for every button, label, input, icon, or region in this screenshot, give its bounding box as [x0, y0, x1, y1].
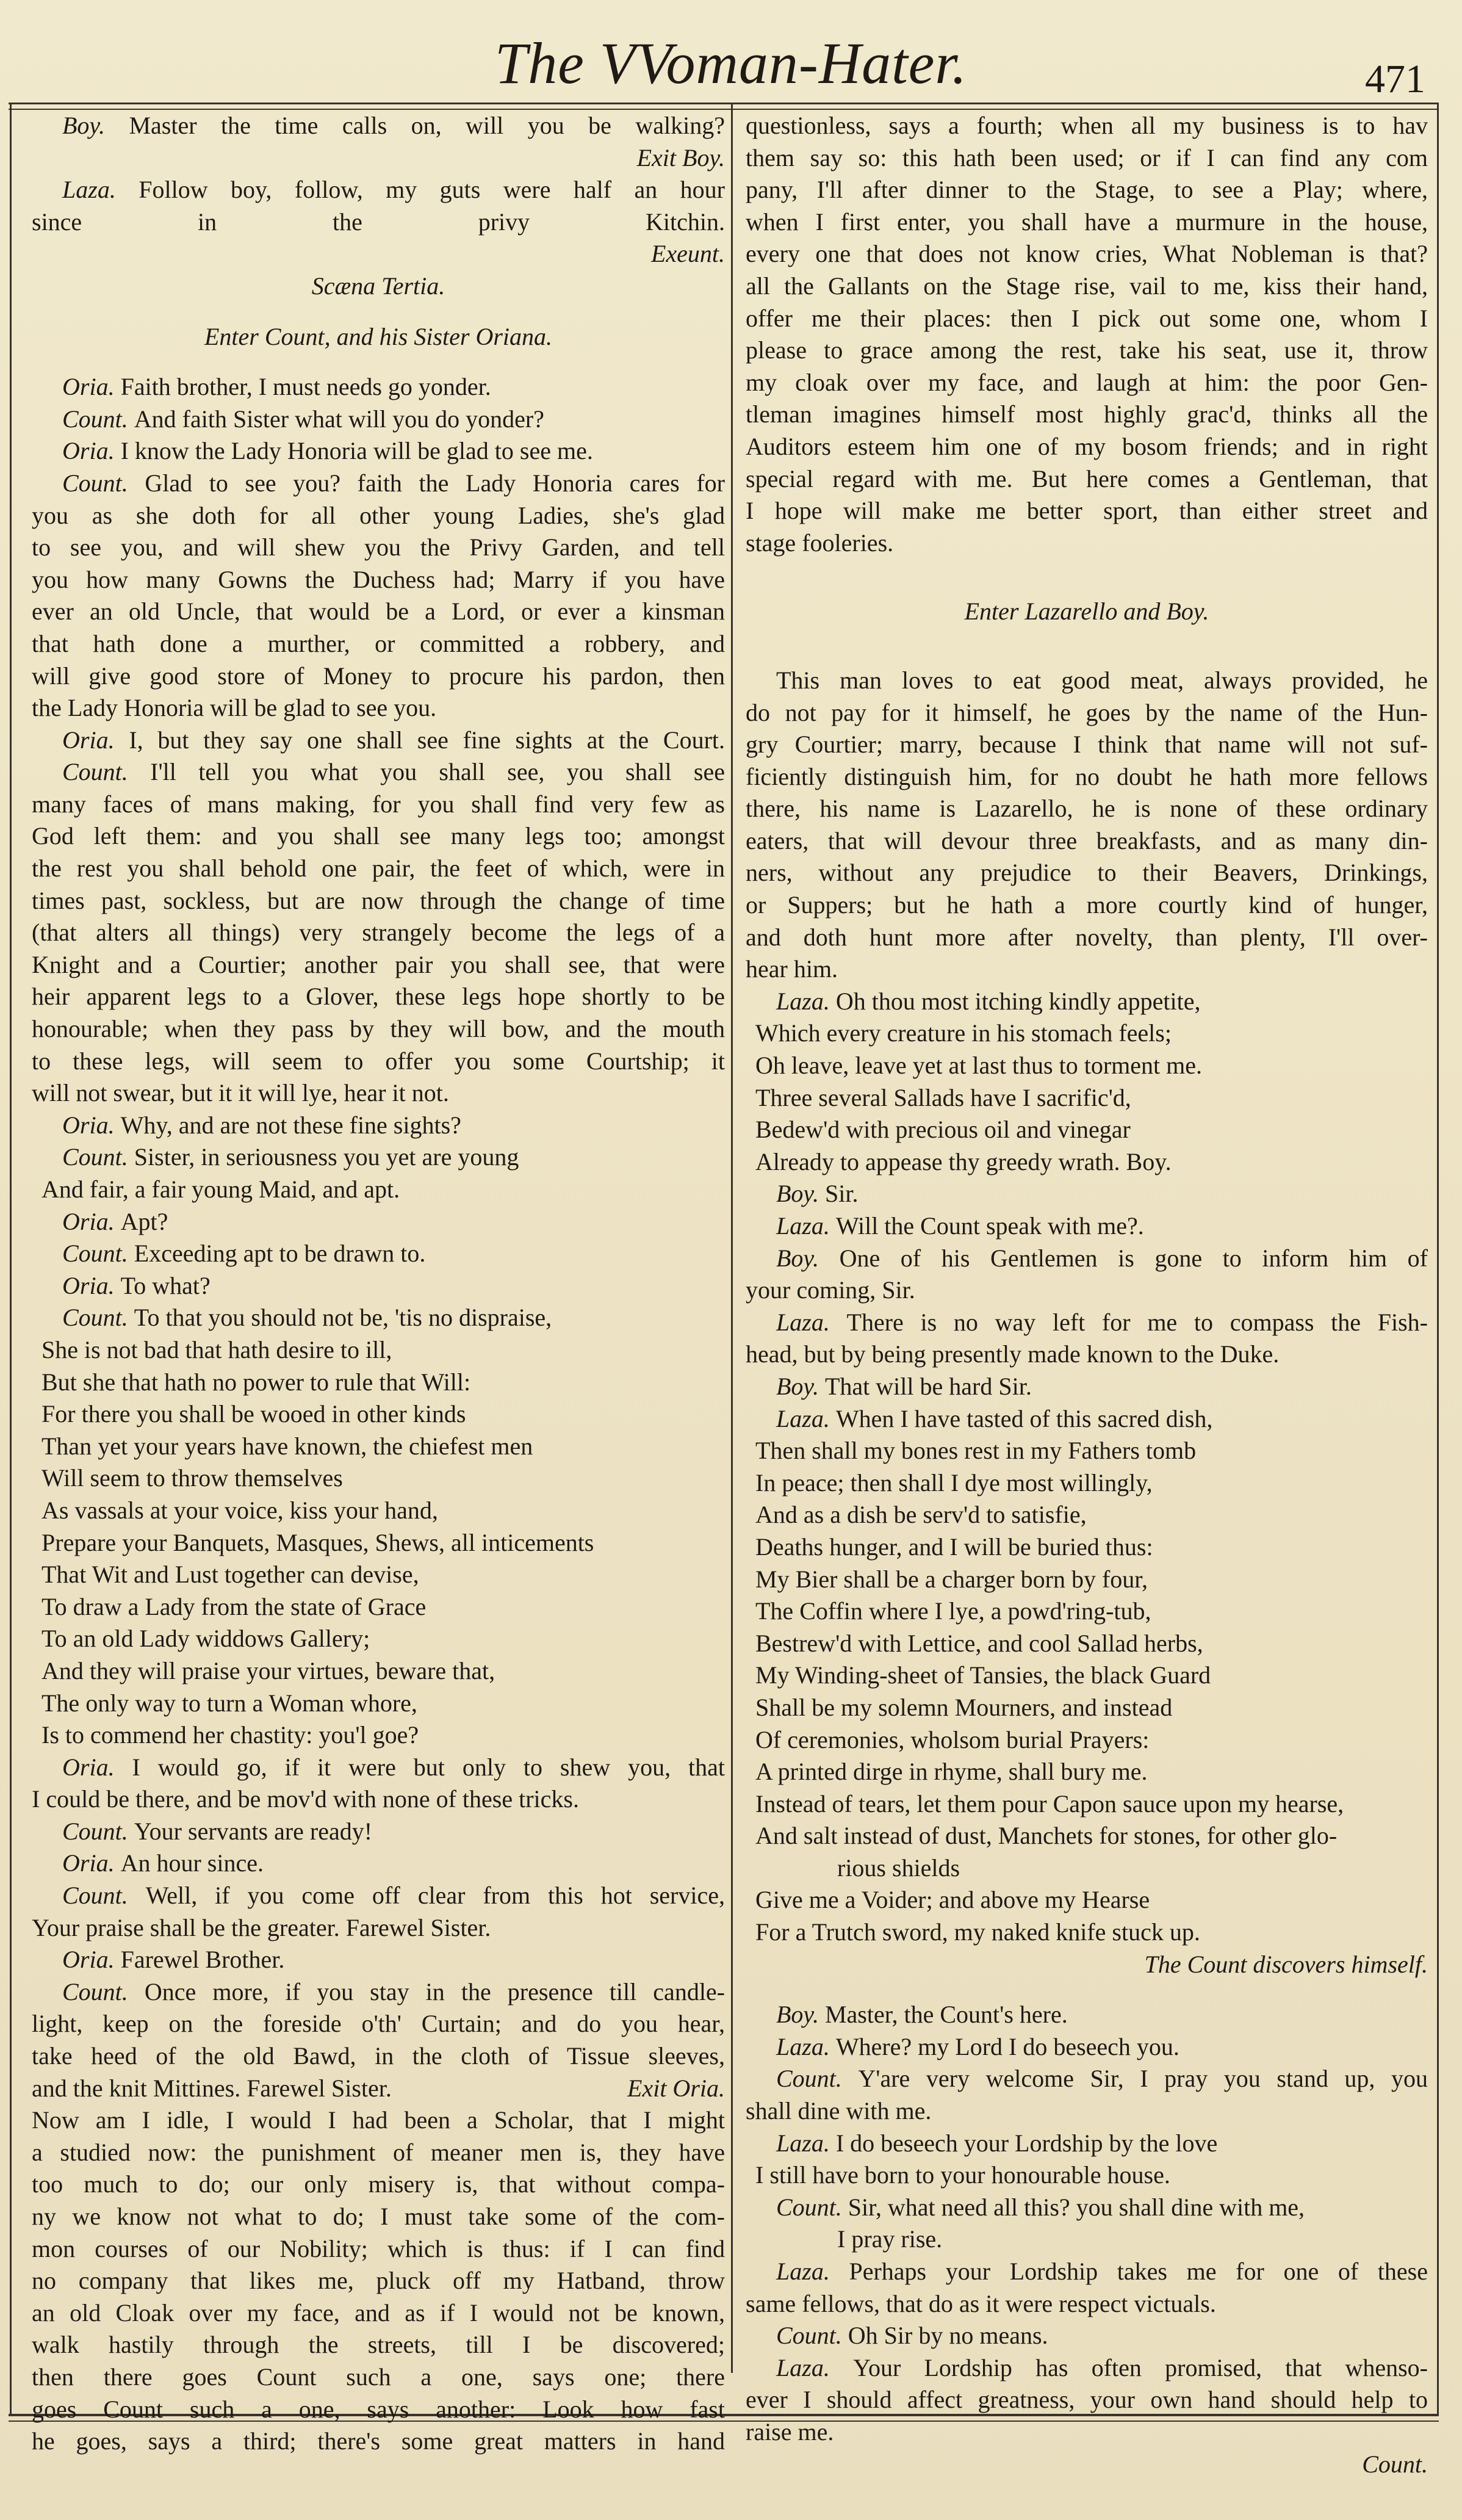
- prose-line: times past, sockless, but are now through the change of time: [32, 886, 725, 914]
- prose-line: many faces of mans making, for you shall find very few as: [32, 790, 725, 818]
- speaker-name: Count.: [776, 2065, 859, 2093]
- speech-text: To what?: [120, 1271, 211, 1299]
- speaker-name: Oria.: [62, 1946, 121, 1974]
- verse-line: My Bier shall be a charger born by four,: [755, 1565, 1148, 1593]
- verse-line: The Coffin where I lye, a powd'ring-tub,: [755, 1597, 1151, 1625]
- verse-line: Then shall my bones rest in my Fathers tomb: [755, 1437, 1197, 1465]
- speech-line: [746, 1307, 1428, 1339]
- speaker-name: Count.: [62, 1817, 134, 1845]
- speech-line: [32, 1238, 725, 1270]
- speech-text: Exceeding apt to be drawn to.: [134, 1240, 426, 1268]
- prose-line: there, his name is Lazarello, he is none of these ordinary: [746, 795, 1428, 823]
- speaker-name: Laza.: [776, 1404, 836, 1432]
- speech-text: This man loves to eat good meat, always provided, he: [776, 666, 1428, 694]
- speech-line: [746, 2031, 1428, 2063]
- prose-line: offer me their places: then I pick out some one, whom I: [746, 304, 1428, 332]
- speech-text: Oh thou most itching kindly appetite,: [835, 987, 1201, 1015]
- verse-line: The only way to turn a Woman whore,: [41, 1689, 417, 1717]
- speaker-name: Oria.: [62, 1849, 121, 1877]
- verse-line: And they will praise your virtues, beware that,: [41, 1656, 495, 1684]
- speaker-name: Laza.: [776, 987, 836, 1015]
- prose-line: gry Courtier; marry, because I think that name will not suf-: [746, 731, 1428, 759]
- speech-line: [746, 2256, 1428, 2288]
- prose-line: ficiently distinguish him, for no doubt he hath more fellows: [746, 762, 1428, 790]
- speech-line: [32, 110, 725, 142]
- speaker-name: Count.: [62, 758, 151, 786]
- right-column: [746, 110, 1428, 2480]
- speech-text: One of his Gentlemen is gone to inform him of: [839, 1244, 1428, 1272]
- speech-text: Sir, what need all this? you shall dine with me,: [848, 2193, 1305, 2221]
- speech-line: [32, 1141, 725, 1174]
- right-border: [1437, 103, 1439, 2416]
- column-divider: [731, 103, 733, 2373]
- speech-text: Sister, in seriousness you yet are young: [134, 1143, 519, 1171]
- speech-text: Sir.: [824, 1180, 859, 1208]
- speech-line: [746, 2128, 1428, 2160]
- speech-line: [32, 435, 725, 468]
- speech-line: [32, 1302, 725, 1334]
- prose-line: same fellows, that do as it were respect victuals.: [746, 2289, 1216, 2317]
- prose-line: too much to do; our only misery is, that without compa-: [32, 2170, 725, 2198]
- speech-text: There is no way left for me to compass the Fish-: [846, 1308, 1428, 1336]
- verse-line: But she that hath no power to rule that Will:: [41, 1368, 471, 1396]
- speech-text: Oh Sir by no means.: [848, 2322, 1048, 2350]
- speech-text: Master the time calls on, will you be walking?: [129, 112, 725, 139]
- speech-text: That will be hard Sir.: [824, 1372, 1032, 1400]
- left-border: [10, 103, 12, 2416]
- prose-line: eaters, that will devour three breakfasts, and as many din-: [746, 826, 1428, 854]
- speaker-name: Oria.: [62, 1111, 121, 1139]
- prose-line: the rest you shall behold one pair, the feet of which, were in: [32, 854, 725, 883]
- prose-line: every one that does not know cries, What Nobleman is that?: [746, 240, 1428, 268]
- verse-line: rious shields: [837, 1854, 960, 1882]
- prose-line: to see you, and will shew you the Privy Garden, and tell: [32, 533, 725, 561]
- verse-line: Is to commend her chastity: you'l goe?: [41, 1721, 419, 1749]
- verse-line: A printed dirge in rhyme, shall bury me.: [755, 1758, 1148, 1786]
- speech-text: Once more, if you stay in the presence till candle-: [144, 1977, 725, 2006]
- prose-line: heir apparent legs to a Glover, these legs hope shortly to be: [32, 983, 725, 1011]
- speech-text: Your Lordship has often promised, that whenso-: [853, 2353, 1428, 2381]
- speech-line: [32, 1270, 725, 1302]
- verse-line: And salt instead of dust, Manchets for stones, for other glo-: [755, 1822, 1338, 1850]
- speaker-name: Laza.: [62, 176, 139, 204]
- prose-line: and doth hunt more after novelty, than plenty, I'll over-: [746, 923, 1428, 951]
- speaker-name: Laza.: [776, 2258, 849, 2285]
- speaker-name: Count.: [62, 1304, 134, 1332]
- speaker-name: Oria.: [62, 726, 129, 754]
- speech-line: [32, 1206, 725, 1238]
- speech-line: [32, 1880, 725, 1912]
- prose-line: questionless, says a fourth; when all my business is to hav: [746, 112, 1428, 139]
- verse-line: Three several Sallads have I sacrific'd,: [755, 1083, 1131, 1111]
- stage-direction: Exit Boy.: [636, 143, 725, 171]
- speech-text: Farewel Brother.: [120, 1946, 285, 1974]
- prose-line: tleman imagines himself most highly grac'd, thinks all the: [746, 400, 1428, 428]
- speech-line: [746, 2063, 1428, 2095]
- text: and the knit Mittines. Farewel Sister.: [32, 2074, 392, 2102]
- prose-line: Knight and a Courtier; another pair you shall see, that were: [32, 950, 725, 978]
- prose-line: to these legs, will seem to offer you some Courtship; it: [32, 1047, 725, 1075]
- prose-line: ners, without any prejudice to their Beavers, Drinkings,: [746, 859, 1428, 887]
- verse-line: As vassals at your voice, kiss your hand,: [41, 1496, 438, 1524]
- speech-text: An hour since.: [120, 1849, 264, 1877]
- verse-line: Bestrew'd with Lettice, and cool Sallad herbs,: [755, 1629, 1203, 1657]
- verse-line: Instead of tears, let them pour Capon sauce upon my hearse,: [755, 1789, 1344, 1818]
- spacer: [746, 646, 1428, 665]
- verse-line: Oh leave, leave yet at last thus to torment me.: [755, 1052, 1202, 1080]
- speech-text: Glad to see you? faith the Lady Honoria cares for: [145, 469, 725, 497]
- speech-line: [32, 1752, 725, 1784]
- prose-line: all the Gallants on the Stage rise, vail to me, kiss their hand,: [746, 272, 1428, 300]
- prose-line: the Lady Honoria will be glad to see you.: [32, 694, 437, 722]
- prose-line: when I first enter, you shall have a murmure in the house,: [746, 208, 1428, 236]
- speech-line: [32, 1847, 725, 1880]
- speaker-name: Laza.: [776, 1212, 836, 1240]
- speech-text: Why, and are not these fine sights?: [120, 1111, 461, 1139]
- spacer: [32, 353, 725, 371]
- text-line-with-exit: [32, 2073, 725, 2105]
- verse-line: For a Trutch sword, my naked knife stuck up.: [755, 1918, 1200, 1946]
- speaker-name: Oria.: [62, 1271, 121, 1299]
- stage-direction: Exeunt.: [650, 240, 725, 268]
- spacer: [746, 628, 1428, 646]
- verse-line: Give me a Voider; and above my Hearse: [755, 1886, 1150, 1914]
- speech-text: Perhaps your Lordship takes me for one of these: [849, 2258, 1428, 2285]
- speech-line: [32, 371, 725, 403]
- speech-line: [32, 1816, 725, 1848]
- prose-line: God left them: and you shall see many legs too; amongst: [32, 822, 725, 850]
- verse-line: To draw a Lady from the state of Grace: [41, 1592, 427, 1620]
- speaker-name: Oria.: [62, 1753, 132, 1781]
- speech-line: [746, 1210, 1428, 1243]
- prose-line: take heed of the old Bawd, in the cloth of Tissue sleeves,: [32, 2042, 725, 2070]
- prose-line: ever I should affect greatness, your own hand should help to: [746, 2386, 1428, 2414]
- spacer: [746, 577, 1428, 596]
- speaker-name: Laza.: [776, 2353, 854, 2381]
- verse-line: I still have born to your honourable house.: [755, 2161, 1170, 2189]
- speaker-name: Oria.: [62, 373, 121, 401]
- prose-line: your coming, Sir.: [746, 1276, 915, 1304]
- speech-text: Will the Count speak with me?.: [835, 1212, 1144, 1240]
- prose-line: light, keep on the foreside o'th' Curtain; and do you hear,: [32, 2010, 725, 2038]
- prose-line: do not pay for it himself, he goes by the name of the Hun-: [746, 698, 1428, 726]
- stage-direction: The Count discovers himself.: [1144, 1950, 1428, 1978]
- verse-line: I pray rise.: [837, 2225, 943, 2253]
- speaker-name: Count.: [776, 2193, 848, 2221]
- verse-line: Prepare your Banquets, Masques, Shews, all inticements: [41, 1528, 594, 1556]
- speaker-name: Count.: [776, 2322, 848, 2350]
- prose-line: then there goes Count such a one, says one; there: [32, 2363, 725, 2391]
- speech-line: [746, 1243, 1428, 1275]
- verse-line: Which every creature in his stomach feels;: [755, 1019, 1172, 1047]
- speaker-name: Count.: [62, 1977, 145, 2006]
- speech-text: I would go, if it were but only to shew you, that: [132, 1753, 725, 1781]
- prose-line: or Suppers; but he hath a more courtly kind of hunger,: [746, 891, 1428, 919]
- prose-line: no company that likes me, pluck off my Hatband, throw: [32, 2267, 725, 2295]
- speech-text: Faith brother, I must needs go yonder.: [120, 373, 491, 401]
- verse-line: Than yet your years have known, the chiefest men: [41, 1432, 533, 1460]
- verse-line: Of ceremonies, wholsom burial Prayers:: [755, 1725, 1150, 1753]
- speech-text: Apt?: [120, 1207, 168, 1235]
- speech-text: I'll tell you what you shall see, you shall see: [150, 758, 725, 786]
- prose-line: honourable; when they pass by they will bow, and the mouth: [32, 1015, 725, 1043]
- speaker-name: Boy.: [776, 1244, 840, 1272]
- stage-direction: Count.: [1362, 2450, 1428, 2478]
- verse-line: In peace; then shall I dye most willingly,: [755, 1468, 1153, 1496]
- prose-line: I could be there, and be mov'd with none of these tricks.: [32, 1785, 579, 1813]
- speech-text: Y'are very welcome Sir, I pray you stand up, you: [858, 2065, 1428, 2093]
- speech-text: I do beseech your Lordship by the love: [835, 2129, 1218, 2157]
- verse-line: Shall be my solemn Mourners, and instead: [755, 1693, 1173, 1721]
- speech-text: When I have tasted of this sacred dish,: [835, 1404, 1213, 1432]
- prose-line: you as she doth for all other young Ladies, she's glad: [32, 501, 725, 529]
- left-column: [32, 110, 725, 2458]
- prose-line: you how many Gowns the Duchess had; Marry if you have: [32, 565, 725, 593]
- prose-line: since in the privy Kitchin.: [32, 208, 725, 236]
- speaker-name: Oria.: [62, 437, 121, 465]
- prose-line: head, but by being presently made known to the Duke.: [746, 1340, 1280, 1368]
- scene-heading: Enter Lazarello and Boy.: [964, 598, 1209, 626]
- spacer: [746, 1980, 1428, 1999]
- prose-line: Now am I idle, I would I had been a Scholar, that I might: [32, 2106, 725, 2134]
- speech-line: [32, 756, 725, 789]
- speaker-name: Laza.: [776, 2129, 836, 2157]
- prose-line: goes Count such a one, says another: Look how fast: [32, 2395, 725, 2423]
- verse-line: For there you shall be wooed in other kinds: [41, 1400, 466, 1428]
- prose-line: I hope will make me better sport, than either street and: [746, 497, 1428, 525]
- speech-line: [746, 1178, 1428, 1210]
- speaker-name: Boy.: [776, 2001, 825, 2029]
- speech-line: [746, 2352, 1428, 2385]
- speech-line: [32, 1110, 725, 1142]
- prose-line: he goes, says a third; there's some great matters in hand: [32, 2427, 725, 2455]
- prose-line: will not swear, but it it will lye, hear it not.: [32, 1079, 449, 1107]
- prose-line: stage fooleries.: [746, 529, 894, 557]
- speech-text: I, but they say one shall see fine sights at the Court.: [129, 726, 725, 754]
- speaker-name: Laza.: [776, 1308, 847, 1336]
- verse-line: Will seem to throw themselves: [41, 1464, 343, 1492]
- prose-line: my cloak over my face, and laugh at him: the poor Gen-: [746, 368, 1428, 396]
- speech-text: To that you should not be, 'tis no dispraise,: [134, 1304, 552, 1332]
- verse-line: And fair, a fair young Maid, and apt.: [41, 1175, 400, 1203]
- speech-line: [746, 986, 1428, 1018]
- speaker-name: Oria.: [62, 1207, 121, 1235]
- verse-line: Deaths hunger, and I will be buried thus:: [755, 1533, 1153, 1561]
- verse-line: Bedew'd with precious oil and vinegar: [755, 1116, 1131, 1144]
- speaker-name: Laza.: [776, 2032, 836, 2060]
- prose-line: raise me.: [746, 2417, 834, 2446]
- speaker-name: Count.: [62, 405, 134, 433]
- speech-line: [32, 403, 725, 436]
- verse-line: My Winding-sheet of Tansies, the black Guard: [755, 1661, 1211, 1689]
- running-title: The VVoman-Hater.: [494, 31, 968, 96]
- prose-line: ever an old Uncle, that would be a Lord, or ever a kinsman: [32, 598, 725, 626]
- speaker-name: Count.: [62, 469, 145, 497]
- verse-line: And as a dish be serv'd to satisfie,: [755, 1501, 1087, 1529]
- prose-line: an old Cloak over my face, and as if I would not be known,: [32, 2298, 725, 2327]
- speech-text: Master, the Count's here.: [824, 2001, 1068, 2029]
- prose-line: will give good store of Money to procure his pardon, then: [32, 662, 725, 690]
- prose-line: please to grace among the rest, take his seat, use it, throw: [746, 336, 1428, 364]
- verse-line: She is not bad that hath desire to ill,: [41, 1335, 392, 1363]
- speech-text: And faith Sister what will you do yonder?: [134, 405, 544, 433]
- speaker-name: Count.: [62, 1240, 134, 1268]
- speaker-name: Boy.: [776, 1180, 825, 1208]
- speaker-name: Boy.: [776, 1372, 825, 1400]
- verse-line: To an old Lady widdows Gallery;: [41, 1625, 370, 1653]
- speech-text: I know the Lady Honoria will be glad to see me.: [120, 437, 593, 465]
- stage-direction: Exit Oria.: [627, 2074, 725, 2102]
- speech-line: [746, 1403, 1428, 1435]
- speech-text: Where? my Lord I do beseech you.: [835, 2032, 1179, 2060]
- speech-text: Your servants are ready!: [134, 1817, 373, 1845]
- speech-line: [32, 724, 725, 757]
- speech-line: [32, 1944, 725, 1976]
- prose-line: pany, I'll after dinner to the Stage, to see a Play; where,: [746, 176, 1428, 204]
- speech-line: [32, 174, 725, 206]
- speaker-name: Count.: [62, 1143, 134, 1171]
- prose-line: a studied now: the punishment of meaner men is, they have: [32, 2138, 725, 2166]
- prose-line: (that alters all things) very strangely become the legs of a: [32, 919, 725, 947]
- speech-line: [746, 1371, 1428, 1403]
- speech-text: Follow boy, follow, my guts were half an hour: [139, 176, 725, 204]
- prose-line: hear him.: [746, 955, 838, 983]
- speaker-name: Boy.: [62, 112, 129, 139]
- prose-line: Your praise shall be the greater. Farewel Sister.: [32, 1913, 491, 1941]
- verse-line: Already to appease thy greedy wrath. Boy.: [755, 1147, 1172, 1175]
- speech-line: [746, 1999, 1428, 2031]
- speaker-name: Count.: [62, 1882, 146, 1910]
- scene-heading: Enter Count, and his Sister Oriana.: [204, 322, 553, 350]
- prose-line: mon courses of our Nobility; which is thus: if I can find: [32, 2234, 725, 2262]
- speech-line: [746, 2320, 1428, 2352]
- top-rule: [9, 103, 1439, 104]
- prose-line: ny we know not what to do; I must take some of the com-: [32, 2203, 725, 2230]
- spacer: [746, 559, 1428, 577]
- speech-line: [746, 2192, 1428, 2224]
- prose-line: shall dine with me.: [746, 2097, 932, 2125]
- prose-line: Auditors esteem him one of my bosom friends; and in right: [746, 432, 1428, 460]
- speech-line: [746, 665, 1428, 697]
- verse-line: That Wit and Lust together can devise,: [41, 1561, 419, 1589]
- prose-line: walk hastily through the streets, till I be discovered;: [32, 2331, 725, 2359]
- speech-line: [32, 1976, 725, 2009]
- speech-text: Well, if you come off clear from this hot service,: [145, 1882, 725, 1910]
- spacer: [32, 303, 725, 321]
- prose-line: special regard with me. But here comes a Gentleman, that: [746, 464, 1428, 493]
- prose-line: them say so: this hath been used; or if I can find any com: [746, 143, 1428, 171]
- prose-line: that hath done a murther, or committed a robbery, and: [32, 629, 725, 657]
- page-number: 471: [1365, 57, 1425, 101]
- speech-line: [32, 468, 725, 500]
- scene-heading: Scæna Tertia.: [311, 272, 445, 300]
